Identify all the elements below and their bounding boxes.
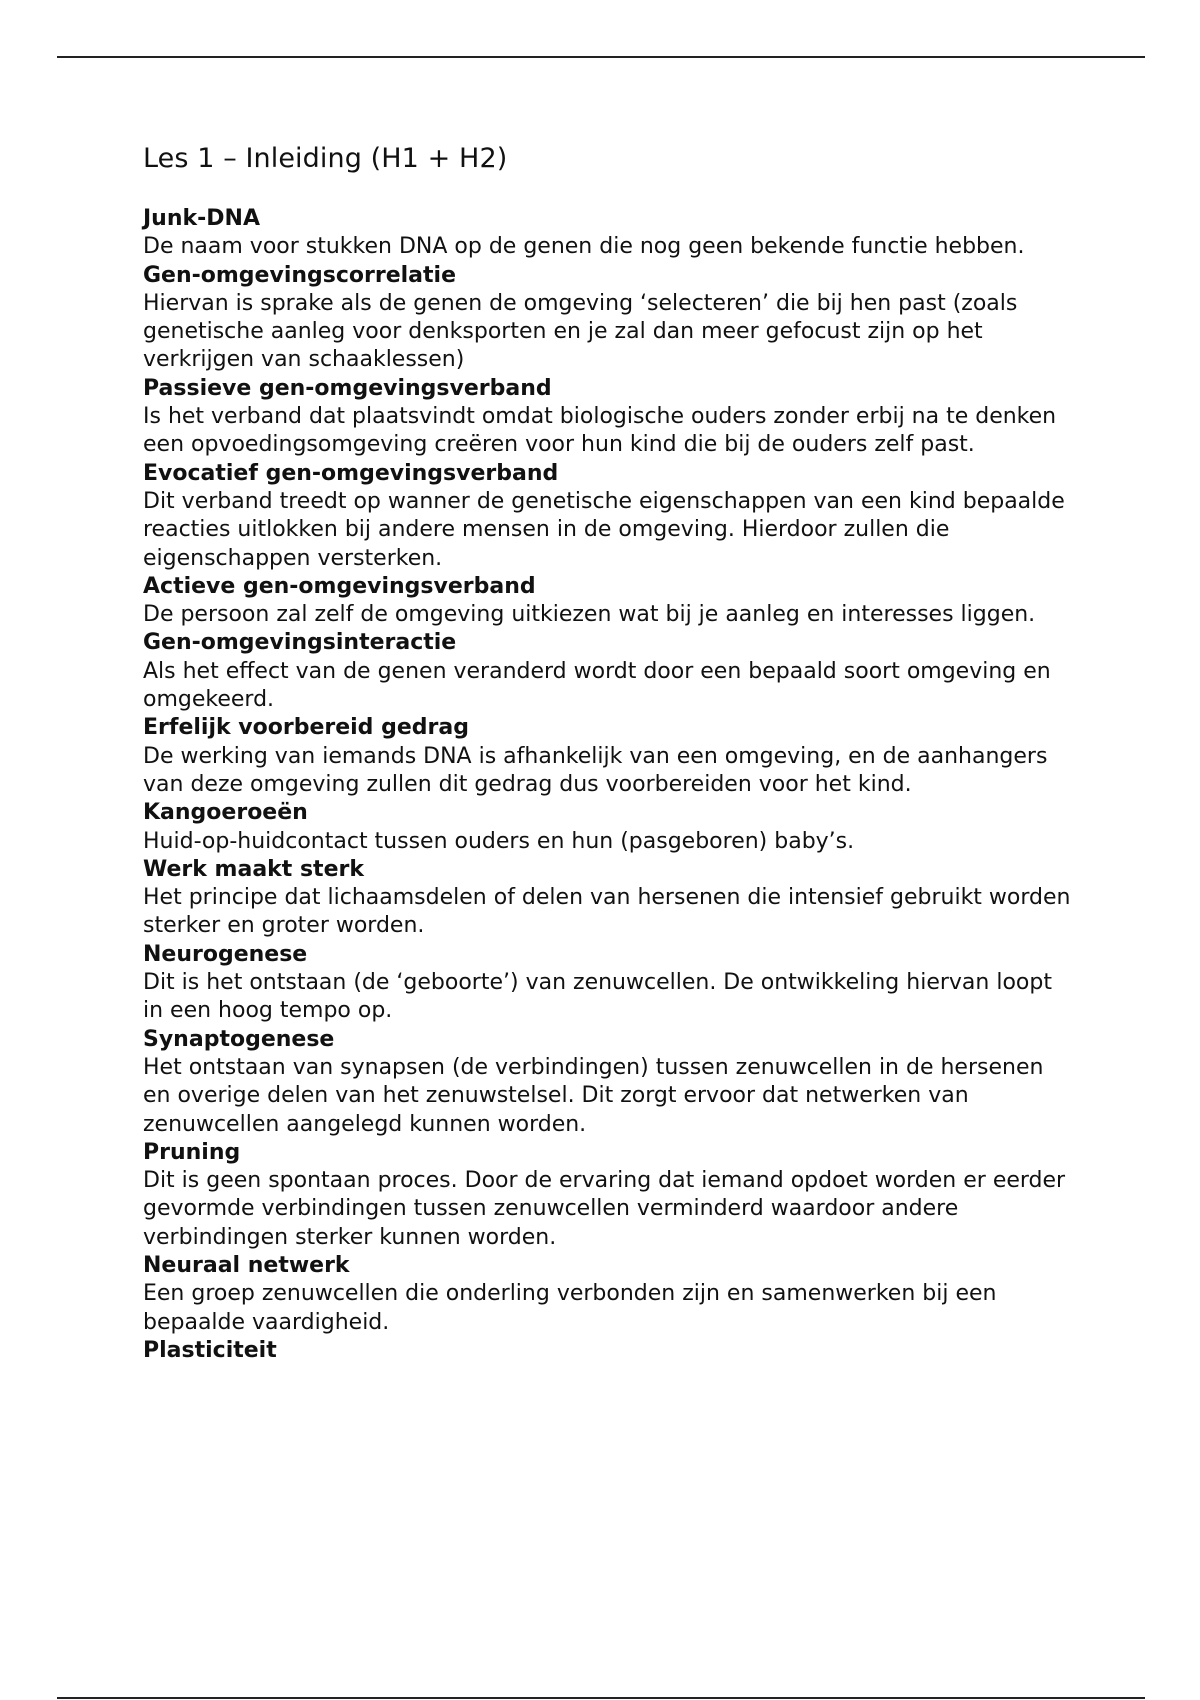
document-body xyxy=(143,139,1073,1365)
glossary-term: Pruning xyxy=(143,1139,241,1165)
glossary-entry xyxy=(143,1252,1073,1337)
page-title: Les 1 – Inleiding (H1 + H2) xyxy=(143,143,508,174)
glossary-term: Passieve gen-omgevingsverband xyxy=(143,375,552,401)
glossary-definition: Dit verband treedt op wanner de genetische eigenschappen van een kind bepaalde reacties uitlokken bij andere mensen in de omgeving. Hierdoor zullen die eigenschappen versterken. xyxy=(143,488,1065,571)
glossary-term: Evocatief gen-omgevingsverband xyxy=(143,460,559,486)
header-rule xyxy=(57,56,1145,58)
glossary-term: Synaptogenese xyxy=(143,1026,335,1052)
glossary-entry xyxy=(143,799,1073,856)
footer-rule xyxy=(57,1697,1145,1699)
glossary-term: Werk maakt sterk xyxy=(143,856,364,882)
glossary-definition: Dit is geen spontaan proces. Door de ervaring dat iemand opdoet worden er eerder gevormde verbindingen tussen zenuwcellen verminderd waardoor andere verbindingen sterker kunnen worden. xyxy=(143,1168,1066,1250)
glossary-definition: Als het effect van de genen veranderd wordt door een bepaald soort omgeving en omgekeerd. xyxy=(143,658,1051,713)
glossary-entry xyxy=(143,1337,1073,1365)
glossary-definition: Het ontstaan van synapsen (de verbindingen) tussen zenuwcellen in de hersenen en overige delen van het zenuwstelsel. Dit zorgt ervoor dat netwerken van zenuwcellen aangelegd kunnen worden. xyxy=(143,1054,1044,1137)
glossary-term: Neuraal netwerk xyxy=(143,1252,350,1278)
glossary-term: Neurogenese xyxy=(143,941,308,967)
glossary-entry xyxy=(143,573,1073,630)
glossary-entry xyxy=(143,714,1073,799)
glossary-definition: De werking van iemands DNA is afhankelijk van een omgeving, en de aanhangers van deze omgeving zullen dit gedrag dus voorbereiden voor het kind. xyxy=(143,743,1048,797)
glossary-entry xyxy=(143,205,1073,262)
glossary-entry xyxy=(143,629,1073,714)
glossary-term: Erfelijk voorbereid gedrag xyxy=(143,715,469,741)
glossary-term: Actieve gen-omgevingsverband xyxy=(143,573,536,599)
glossary-definition: Het principe dat lichaamsdelen of delen van hersenen die intensief gebruikt worden sterker en groter worden. xyxy=(143,885,1071,939)
glossary-term: Junk-DNA xyxy=(143,206,260,231)
glossary-definition: Een groep zenuwcellen die onderling verbonden zijn en samenwerken bij een bepaalde vaardigheid. xyxy=(143,1281,997,1335)
glossary-entry xyxy=(143,262,1073,375)
glossary-definition: Huid-op-huidcontact tussen ouders en hun (pasgeboren) baby’s. xyxy=(143,828,855,854)
glossary-entry xyxy=(143,1139,1073,1252)
glossary-entry xyxy=(143,1026,1073,1139)
glossary-definition: Dit is het ontstaan (de ‘geboorte’) van zenuwcellen. De ontwikkeling hiervan loopt in een hoog tempo op. xyxy=(143,970,1052,1024)
glossary-definition: Is het verband dat plaatsvindt omdat biologische ouders zonder erbij na te denken een opvoedingsomgeving creëren voor hun kind die bij de ouders zelf past. xyxy=(143,404,1057,458)
glossary-term: Gen-omgevingscorrelatie xyxy=(143,262,457,288)
glossary-entry xyxy=(143,375,1073,460)
glossary-definition: De persoon zal zelf de omgeving uitkiezen wat bij je aanleg en interesses liggen. xyxy=(143,602,1036,628)
glossary-term: Kangoeroeën xyxy=(143,800,308,826)
glossary-term: Gen-omgevingsinteractie xyxy=(143,630,457,656)
glossary-term: Plasticiteit xyxy=(143,1337,277,1363)
glossary-entry xyxy=(143,460,1073,573)
glossary-definition: Hiervan is sprake als de genen de omgeving ‘selecteren’ die bij hen past (zoals genetische aanleg voor denksporten en je zal dan meer gefocust zijn op het verkrijgen van schaaklessen) xyxy=(143,290,1018,373)
glossary-entry xyxy=(143,941,1073,1026)
glossary-entry xyxy=(143,856,1073,941)
glossary-definition: De naam voor stukken DNA op de genen die nog geen bekende functie hebben. xyxy=(143,234,1025,260)
